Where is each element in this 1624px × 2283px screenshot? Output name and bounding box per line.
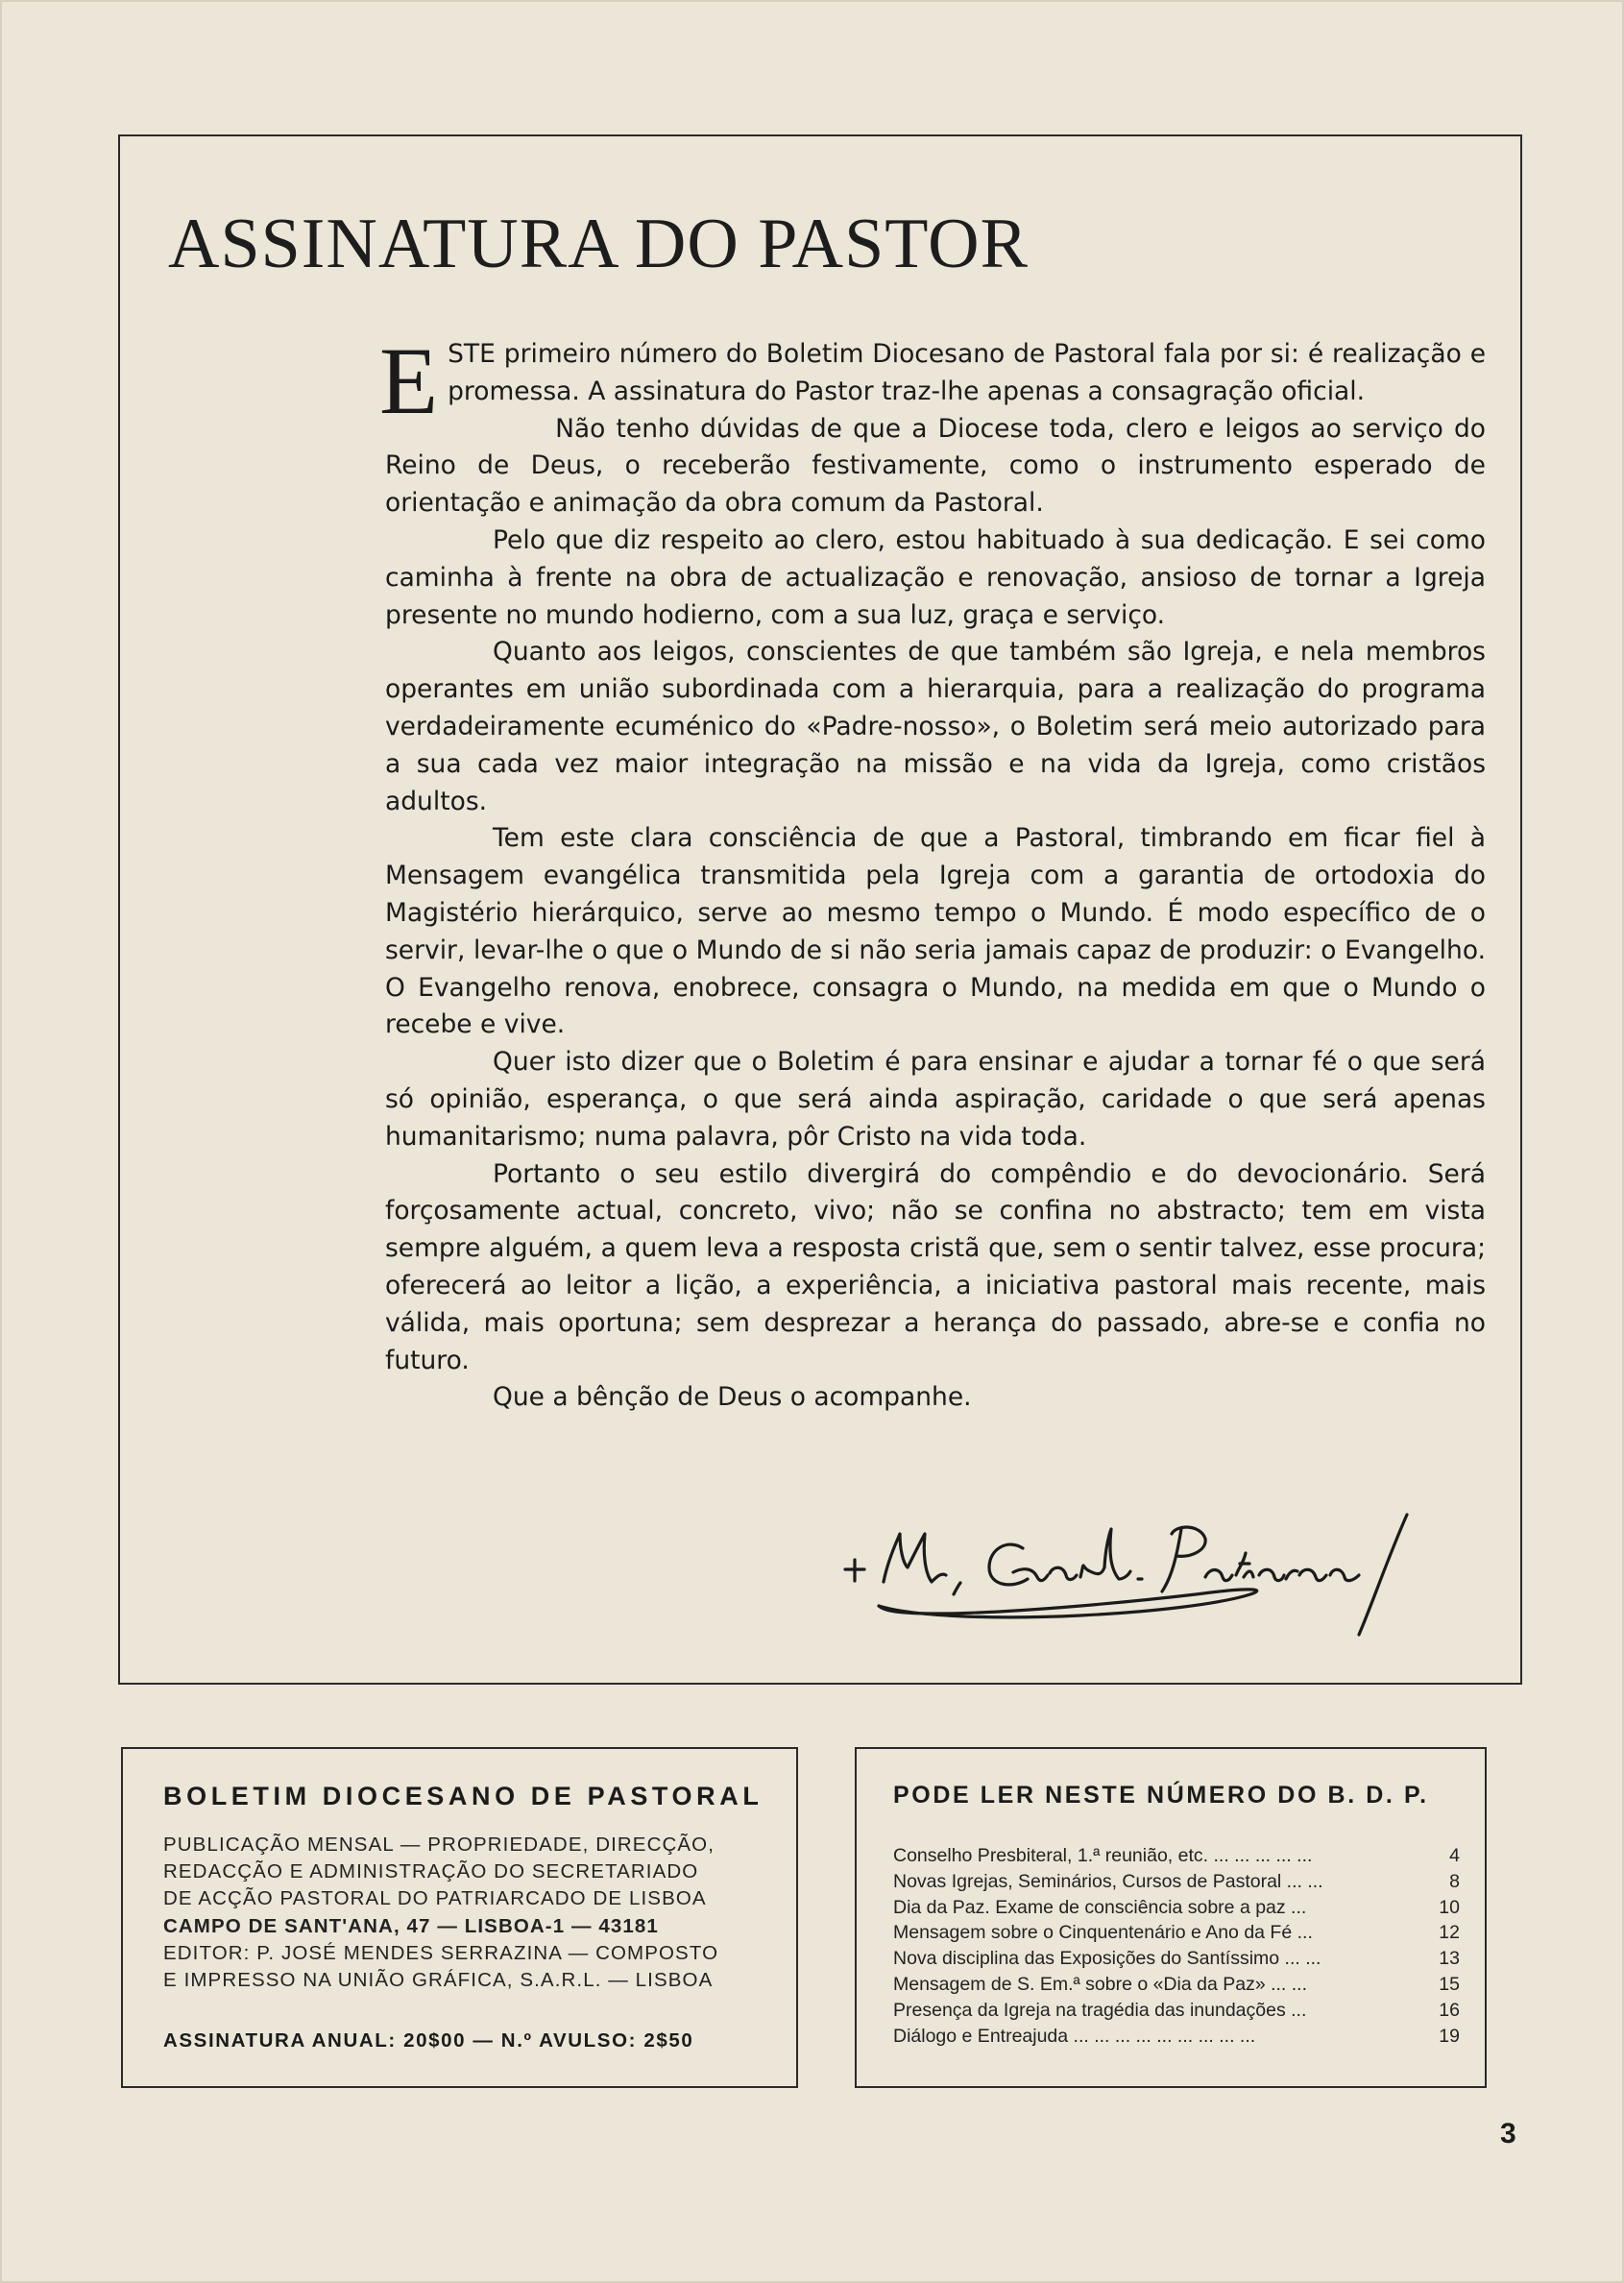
article-paragraph: Quer isto dizer que o Boletim é para ensinar e ajudar a tornar fé o que será só opinião, esperança, o que será ainda aspiração, caridade o que será apenas humanitarismo; numa palavra, pôr Cristo na vida toda.	[385, 1047, 1486, 1152]
article-paragraph: Quanto aos leigos, conscientes de que também são Igreja, e nela membros operantes em união subordinada com a hierarquia, para a realização do programa verdadeiramente ecuménico do «Padre-nosso», o Boletim será meio autorizado para a sua cada vez maior integração na missão e na vida da Igreja, como cristãos adultos.	[385, 637, 1486, 816]
contents-item-page: 4	[1449, 1845, 1460, 1866]
publication-address: CAMPO DE SANT'ANA, 47 — LISBOA-1 — 43181	[163, 1914, 659, 1937]
article-paragraph: Pelo que diz respeito ao clero, estou habituado à sua dedicação. E sei como caminha à frente na obra de actualização e renovação, ansioso de tornar a Igreja presente no mundo hodierno, com a sua luz, graça e serviço.	[385, 524, 1486, 630]
contents-item-label: Novas Igrejas, Seminários, Cursos de Pastoral ... ...	[893, 1870, 1323, 1892]
page-number: 3	[1500, 2118, 1516, 2149]
article-paragraph	[379, 328, 1486, 434]
page-title: ASSINATURA DO PASTOR	[168, 205, 1029, 283]
contents-item-page: 13	[1439, 1948, 1460, 1970]
contents-item	[893, 1998, 1460, 2024]
article-paragraph: Não tenho dúvidas de que a Diocese toda, clero e leigos ao serviço do Reino de Deus, o receberão festivamente, como o instrumento esperado de orientação e animação da obra comum da Pastoral.	[385, 413, 1486, 519]
contents-item-label: Mensagem sobre o Cinquentenário e Ano da Fé ...	[893, 1922, 1313, 1944]
contents-item	[893, 1869, 1460, 1895]
contents-item-page: 15	[1439, 1973, 1460, 1995]
paragraph-text: STE primeiro número do Boletim Diocesano de Pastoral fala por si: é realização e promessa. A assinatura do Pastor traz-lhe apenas a consagração oficial.	[448, 339, 1486, 406]
contents-item-label: Conselho Presbiteral, 1.ª reunião, etc. ... ... ... ... ...	[893, 1845, 1313, 1866]
contents-item-label: Nova disciplina das Exposições do Santíssimo ... ...	[893, 1948, 1321, 1970]
contents-item	[893, 1946, 1460, 1972]
drop-cap: E	[379, 328, 439, 434]
contents-item-page: 16	[1439, 1999, 1460, 2021]
closing-line: Que a bênção de Deus o acompanhe.	[493, 1382, 972, 1413]
article-frame	[118, 134, 1522, 1685]
contents-item-label: Dia da Paz. Exame de consciência sobre a paz ...	[893, 1896, 1307, 1918]
publication-line: EDITOR: P. JOSÉ MENDES SERRAZINA — COMPOSTO	[163, 1941, 719, 1964]
contents-item	[893, 1920, 1460, 1946]
contents-box	[855, 1747, 1487, 2088]
contents-item-label: Diálogo e Entreajuda ... ... ... ... ... ... ... ... ...	[893, 2025, 1256, 2047]
contents-item-label: Mensagem de S. Em.ª sobre o «Dia da Paz» ... ...	[893, 1973, 1308, 1995]
contents-item	[893, 1972, 1460, 1998]
contents-item-page: 10	[1439, 1896, 1460, 1918]
contents-item	[893, 1895, 1460, 1921]
contents-item-page: 8	[1449, 1870, 1460, 1892]
article-body	[379, 328, 1486, 1417]
contents-title: PODE LER NESTE NÚMERO DO B. D. P.	[893, 1782, 1429, 1809]
contents-item-label: Presença da Igreja na tragédia das inundações ...	[893, 1999, 1307, 2021]
handwritten-signature	[792, 1491, 1465, 1644]
publication-details	[163, 1832, 764, 1994]
contents-item	[893, 1843, 1460, 1869]
subscription-price: ASSINATURA ANUAL: 20$00 — N.º AVULSO: 2$50	[163, 2029, 694, 2052]
article-paragraph: Tem este clara consciência de que a Pastoral, timbrando em ficar fiel à Mensagem evangélica transmitida pela Igreja com a garantia de ortodoxia do Magistério hierárquico, serve ao mesmo tempo o Mundo. É modo específico de o servir, levar-lhe o que o Mundo de si não seria jamais capaz de produzir: o Evangelho. O Evangelho renova, enobrece, consagra o Mundo, na medida em que o Mundo o recebe e vive.	[385, 823, 1486, 1040]
contents-item	[893, 2024, 1460, 2050]
publication-title: BOLETIM DIOCESANO DE PASTORAL	[163, 1782, 764, 1810]
publication-line: E IMPRESSO NA UNIÃO GRÁFICA, S.A.R.L. — LISBOA	[163, 1969, 714, 1992]
article-paragraph: Portanto o seu estilo divergirá do compêndio e do devocionário. Será forçosamente actual, concreto, vivo; não se confina no abstracto; tem em vista sempre alguém, a quem leva a resposta cristã que, sem o sentir talvez, esse procura; oferecerá ao leitor a lição, a experiência, a iniciativa pastoral mais recente, mais válida, mais oportuna; sem desprezar a herança do passado, abre-se e confia no futuro.	[385, 1158, 1486, 1375]
contents-item-page: 19	[1439, 2025, 1460, 2047]
contents-item-page: 12	[1439, 1922, 1460, 1944]
contents-list	[893, 1843, 1460, 2049]
publication-line: REDACÇÃO E ADMINISTRAÇÃO DO SECRETARIADO	[163, 1860, 699, 1883]
publication-line: PUBLICAÇÃO MENSAL — PROPRIEDADE, DIRECÇÃO,	[163, 1834, 715, 1856]
publication-info-box	[121, 1747, 798, 2088]
publication-line: DE ACÇÃO PASTORAL DO PATRIARCADO DE LISBOA	[163, 1887, 707, 1910]
